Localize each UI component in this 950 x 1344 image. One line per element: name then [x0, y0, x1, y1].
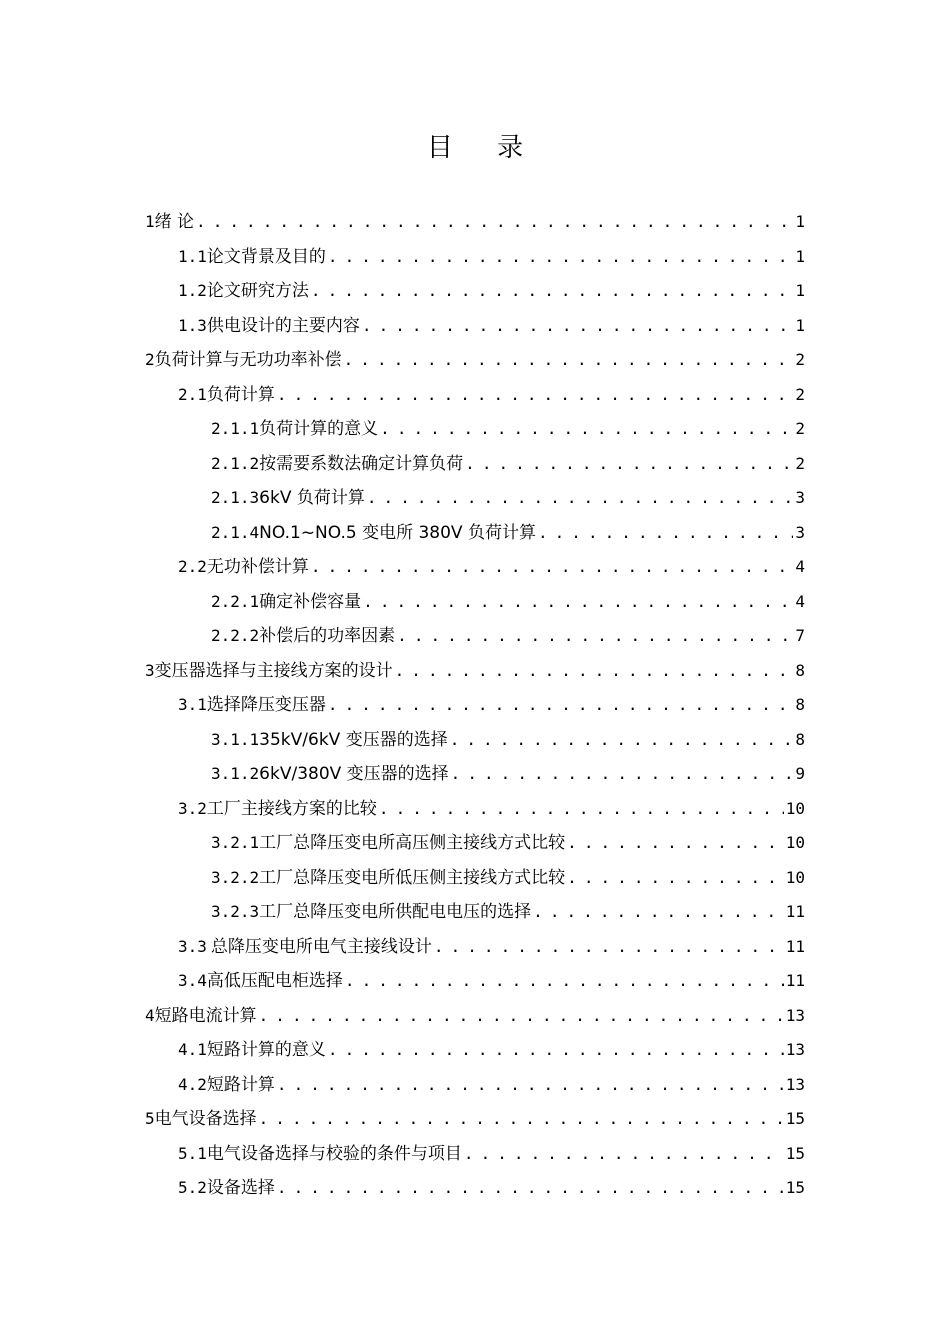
section-title: 绪 论 — [154, 212, 195, 232]
dot-leader — [533, 895, 784, 930]
page-number: 2 — [795, 419, 805, 438]
dot-leader — [259, 1102, 784, 1137]
toc-entry[interactable] — [0, 550, 950, 585]
section-title: 短路电流计算 — [154, 1005, 257, 1026]
section-title: 工厂总降压变电所供配电电压的选择 — [259, 902, 532, 922]
section-title: 负荷计算的意义 — [259, 419, 379, 439]
page-number: 4 — [795, 557, 805, 576]
page-number: 2 — [795, 384, 805, 404]
toc-entry[interactable] — [0, 1068, 950, 1103]
toc-entry[interactable] — [0, 895, 950, 930]
dot-leader — [344, 343, 794, 378]
dot-leader — [379, 792, 784, 827]
toc-entry[interactable] — [0, 826, 950, 861]
section-number: 2.1.4 — [211, 522, 260, 542]
section-number: 2.2 — [178, 557, 207, 576]
section-title: 工厂总降压变电所高压侧主接线方式比较 — [259, 833, 566, 853]
dot-leader — [464, 1137, 784, 1172]
toc-entry[interactable] — [0, 343, 950, 378]
section-title: 负荷计算与无功功率补偿 — [154, 350, 342, 370]
toc-entry[interactable] — [0, 654, 950, 689]
page-number: 13 — [785, 1005, 805, 1025]
page-number: 11 — [785, 902, 805, 921]
section-number: 3.1 — [178, 695, 207, 714]
section-title: 无功补偿计算 — [206, 557, 309, 577]
dot-leader — [196, 205, 793, 240]
dot-leader — [311, 274, 793, 309]
page-number: 2 — [795, 453, 805, 473]
section-title: 高低压配电柜选择 — [206, 971, 343, 991]
toc-entry[interactable] — [0, 516, 950, 551]
dot-leader — [328, 1033, 784, 1068]
section-title: 选择降压变压器 — [206, 695, 326, 715]
toc-entry[interactable] — [0, 1171, 950, 1206]
section-number: 3.2.3 — [211, 902, 260, 921]
toc-entry[interactable] — [0, 1102, 950, 1137]
toc-entry[interactable] — [0, 412, 950, 447]
dot-leader — [328, 688, 793, 723]
toc-entry[interactable] — [0, 861, 950, 896]
page-number: 8 — [795, 729, 805, 749]
section-number: 2.1.3 — [211, 488, 260, 507]
page-number: 10 — [785, 833, 805, 852]
section-number: 2.2.1 — [211, 591, 260, 611]
section-title: 总降压变电所电气主接线设计 — [210, 936, 432, 957]
section-title: 电气设备选择与校验的条件与项目 — [206, 1143, 462, 1164]
section-number: 4.1 — [178, 1040, 207, 1059]
dot-leader — [395, 654, 794, 689]
section-number: 3.4 — [178, 971, 207, 990]
dot-leader — [434, 930, 784, 965]
dot-leader — [451, 757, 794, 792]
toc-entry[interactable] — [0, 619, 950, 654]
section-number: 1 — [145, 212, 155, 231]
toc-entry[interactable] — [0, 792, 950, 827]
section-number: 3.1.2 — [211, 764, 260, 783]
section-number: 1.3 — [178, 315, 207, 335]
section-title: 6kV/380V 变压器的选择 — [259, 764, 449, 784]
dot-leader — [367, 481, 793, 516]
page-title: 目 录 — [426, 133, 542, 163]
table-of-contents — [0, 205, 950, 1206]
section-title: 短路计算的意义 — [206, 1040, 326, 1060]
section-number: 2.1.1 — [211, 419, 260, 438]
section-title: 论文研究方法 — [206, 281, 309, 301]
toc-entry[interactable] — [0, 757, 950, 792]
dot-leader — [277, 1068, 784, 1103]
section-title: 电气设备选择 — [154, 1109, 257, 1129]
toc-entry[interactable] — [0, 274, 950, 309]
dot-leader — [362, 309, 793, 344]
section-number: 3.3 — [178, 936, 207, 956]
toc-entry[interactable] — [0, 205, 950, 240]
section-title: 补偿后的功率因素 — [259, 626, 396, 646]
section-title: 设备选择 — [206, 1178, 275, 1198]
toc-entry[interactable] — [0, 964, 950, 999]
dot-leader — [345, 964, 784, 999]
section-title: 6kV 负荷计算 — [259, 488, 365, 508]
dot-leader — [277, 378, 793, 413]
page-number: 1 — [795, 212, 805, 231]
toc-entry[interactable] — [0, 447, 950, 482]
dot-leader — [567, 861, 784, 896]
toc-entry[interactable] — [0, 309, 950, 344]
dot-leader — [567, 826, 784, 861]
toc-entry[interactable] — [0, 999, 950, 1034]
section-number: 2 — [145, 350, 155, 369]
page-number: 10 — [785, 798, 805, 818]
page-number: 15 — [785, 1109, 805, 1128]
section-title: 短路计算 — [206, 1074, 275, 1095]
section-number: 4 — [145, 1005, 155, 1025]
page-number: 3 — [795, 522, 805, 542]
section-number: 1.1 — [178, 246, 207, 266]
toc-entry[interactable] — [0, 378, 950, 413]
toc-entry[interactable] — [0, 930, 950, 965]
section-title: 工厂主接线方案的比较 — [206, 798, 377, 819]
dot-leader — [259, 999, 784, 1034]
section-title: 工厂总降压变电所低压侧主接线方式比较 — [259, 867, 566, 888]
dot-leader — [465, 447, 793, 482]
page-number: 15 — [785, 1178, 805, 1197]
dot-leader — [328, 240, 793, 275]
section-number: 3.1.1 — [211, 729, 260, 749]
dot-leader — [380, 412, 793, 447]
section-title: 负荷计算 — [206, 384, 275, 405]
toc-entry[interactable] — [0, 481, 950, 516]
section-number: 1.2 — [178, 281, 207, 300]
page-number: 4 — [795, 591, 805, 611]
section-number: 3.2 — [178, 798, 207, 818]
page-number: 8 — [795, 660, 805, 680]
page-number: 2 — [795, 350, 805, 369]
page-number: 1 — [795, 315, 805, 335]
toc-entry[interactable] — [0, 723, 950, 758]
page-number: 15 — [785, 1143, 805, 1163]
dot-leader — [311, 550, 793, 585]
page-number: 1 — [795, 246, 805, 266]
page-number: 7 — [795, 626, 805, 645]
toc-entry[interactable] — [0, 688, 950, 723]
section-number: 3 — [145, 660, 155, 680]
toc-entry[interactable] — [0, 240, 950, 275]
page-number: 10 — [785, 867, 805, 887]
section-number: 5 — [145, 1109, 155, 1128]
section-title: NO.1~NO.5 变电所 380V 负荷计算 — [259, 522, 536, 543]
section-number: 5.1 — [178, 1143, 207, 1163]
section-title: 按需要系数法确定计算负荷 — [259, 453, 464, 474]
section-title: 论文背景及目的 — [206, 246, 326, 267]
toc-entry[interactable] — [0, 1137, 950, 1172]
section-title: 变压器选择与主接线方案的设计 — [154, 660, 393, 681]
section-title: 供电设计的主要内容 — [206, 315, 360, 336]
dot-leader — [277, 1171, 784, 1206]
page-number: 3 — [795, 488, 805, 507]
section-number: 2.1.2 — [211, 453, 260, 473]
page-number: 1 — [795, 281, 805, 300]
page-number: 9 — [795, 764, 805, 783]
dot-leader — [363, 585, 793, 620]
toc-entry[interactable] — [0, 1033, 950, 1068]
toc-entry[interactable] — [0, 585, 950, 620]
dot-leader — [397, 619, 793, 654]
dot-leader — [538, 516, 793, 551]
page-number: 11 — [785, 971, 805, 990]
section-number: 4.2 — [178, 1074, 207, 1094]
page-number: 13 — [785, 1040, 805, 1059]
section-number: 3.2.2 — [211, 867, 260, 887]
section-title: 确定补偿容量 — [259, 591, 362, 612]
section-number: 2.2.2 — [211, 626, 260, 645]
section-number: 3.2.1 — [211, 833, 260, 852]
page-number: 13 — [785, 1074, 805, 1094]
page-number: 8 — [795, 695, 805, 714]
section-title: 35kV/6kV 变压器的选择 — [259, 729, 448, 750]
dot-leader — [450, 723, 794, 758]
page-number: 11 — [785, 936, 805, 956]
section-number: 5.2 — [178, 1178, 207, 1197]
section-number: 2.1 — [178, 384, 207, 404]
